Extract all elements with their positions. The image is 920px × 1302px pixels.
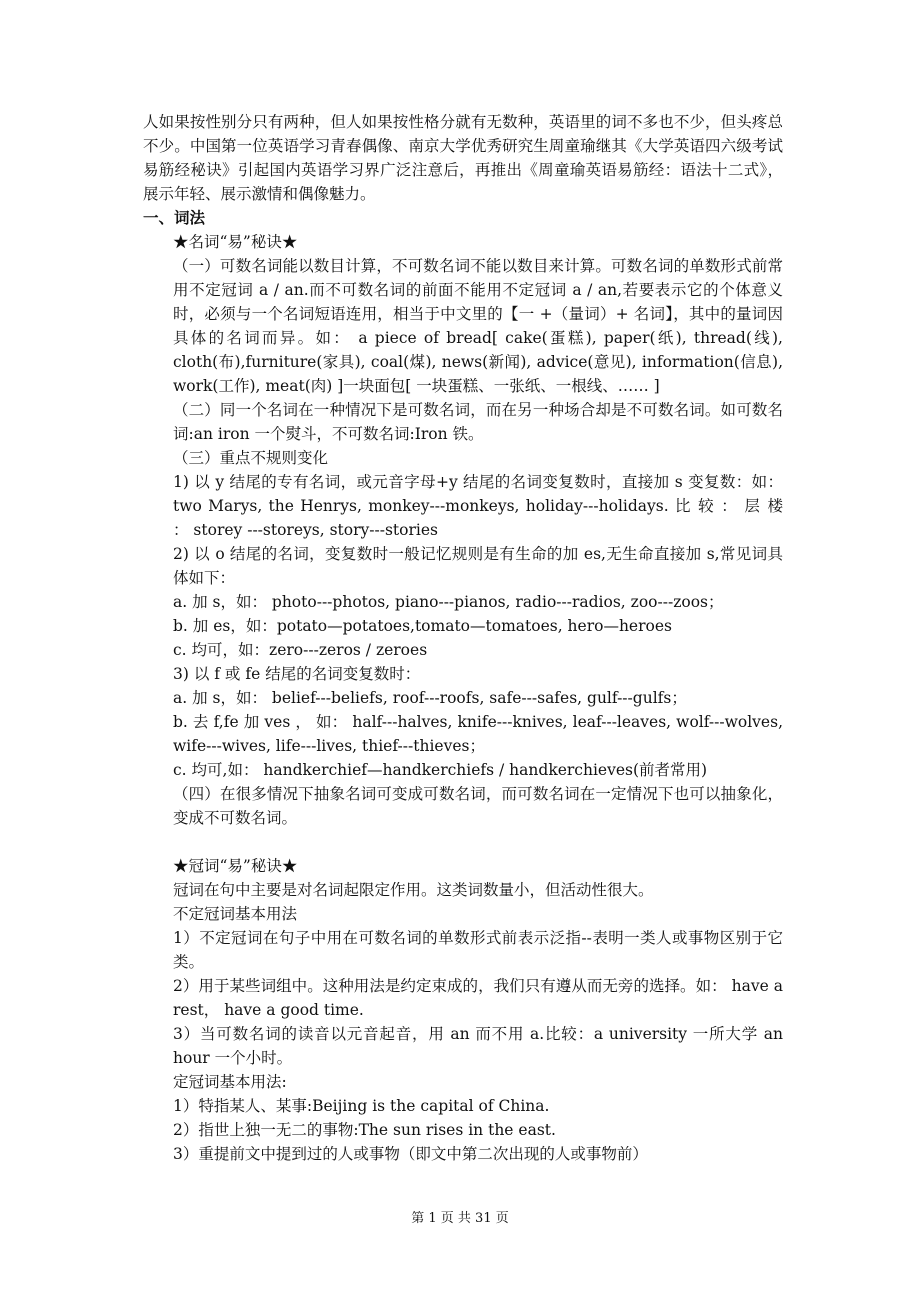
intro-paragraph: 人如果按性别分只有两种，但人如果按性格分就有无数种，英语里的词不多也不少，但头疼总不少。中国第一位英语学习青春偶像、南京大学优秀研究生周童瑜继其《大学英语四六级考试易筋经秘诀》引起国内英语学习界广泛注意后，再推出《周童瑜英语易筋经：语法十二式》，展示年轻、展示激情和偶像魅力。	[143, 113, 783, 203]
noun-rule-3a: a. 加 s，如： belief---beliefs, roof---roofs, safe---safes, gulf---gulfs；	[173, 689, 687, 707]
indefinite-article-title: 不定冠词基本用法	[173, 905, 298, 923]
noun-rule-1: 1) 以 y 结尾的专有名词，或元音字母+y 结尾的名词变复数时，直接加 s 变复数：如： two Marys, the Henrys, monkey---monkeys, holiday---holidays. 比 较 ： 层 楼 ： storey ---storeys, story---stories	[173, 473, 783, 539]
noun-paragraph-2: （二）同一个名词在一种情况下是可数名词，而在另一种场合却是不可数名词。如可数名词:an iron 一个熨斗，不可数名词:Iron 铁。	[173, 401, 783, 443]
noun-rule-3: 3) 以 f 或 fe 结尾的名词变复数时：	[173, 665, 421, 683]
noun-heading: ★名词“易”秘诀★	[173, 233, 298, 251]
noun-rule-2c: c. 均可，如：zero---zeros / zeroes	[173, 641, 428, 659]
definite-usage-3: 3）重提前文中提到过的人或事物（即文中第二次出现的人或事物前）	[173, 1145, 648, 1163]
page-number-footer: 第 1 页 共 31 页	[411, 1211, 509, 1226]
article-intro: 冠词在句中主要是对名词起限定作用。这类词数量小，但活动性很大。	[173, 881, 654, 899]
definite-article-title: 定冠词基本用法:	[173, 1073, 287, 1091]
section-title: 一、词法	[143, 208, 206, 227]
indefinite-usage-1: 1）不定冠词在句子中用在可数名词的单数形式前表示泛指--表明一类人或事物区别于它类。	[173, 929, 783, 971]
noun-rule-2b: b. 加 es，如：potato—potatoes,tomato—tomatoes, hero—heroes	[173, 617, 672, 635]
noun-rule-2a: a. 加 s，如： photo---photos, piano---pianos, radio---radios, zoo---zoos；	[173, 593, 724, 611]
definite-usage-1: 1）特指某人、某事:Beijing is the capital of China.	[173, 1097, 550, 1115]
noun-rule-3b: b. 去 f,fe 加 ves ， 如： half---halves, knife---knives, leaf---leaves, wolf---wolves, wife---wives, life---lives, thief---thieves；	[173, 713, 783, 755]
noun-rule-3c: c. 均可,如： handkerchief—handkerchiefs / handkerchieves(前者常用)	[173, 761, 708, 779]
noun-paragraph-4: （四）在很多情况下抽象名词可变成可数名词，而可数名词在一定情况下也可以抽象化，变成不可数名词。	[173, 785, 783, 827]
noun-rule-2: 2) 以 o 结尾的名词，变复数时一般记忆规则是有生命的加 es,无生命直接加 s,常见词具体如下：	[173, 545, 783, 587]
indefinite-usage-3: 3）当可数名词的读音以元音起音，用 an 而不用 a.比较：a university 一所大学 an hour 一个小时。	[173, 1025, 783, 1067]
noun-paragraph-3: （三）重点不规则变化	[173, 449, 329, 467]
indefinite-usage-2: 2）用于某些词组中。这种用法是约定束成的，我们只有遵从而无旁的选择。如： have a rest， have a good time.	[173, 977, 783, 1019]
noun-paragraph-1: （一）可数名词能以数目计算，不可数名词不能以数目来计算。可数名词的单数形式前常用不定冠词 a / an.而不可数名词的前面不能用不定冠词 a / an,若要表示它的个体意义时，必须与一个名词短语连用，相当于中文里的【一 +（量词）+ 名词】，其中的量词因具体的名词而异。如： a piece of bread[ cake(蛋糕), paper(纸), thread(线), cloth(布),furniture(家具), coal(煤), news(新闻), advice(意见), information(信息), work(工作), meat(肉) ]一块面包[ 一块蛋糕、一张纸、一根线、…… ]	[173, 257, 783, 395]
spacer	[143, 830, 783, 854]
document-body	[143, 110, 783, 1166]
definite-usage-2: 2）指世上独一无二的事物:The sun rises in the east.	[173, 1121, 556, 1139]
article-heading: ★冠词“易”秘诀★	[173, 857, 298, 875]
